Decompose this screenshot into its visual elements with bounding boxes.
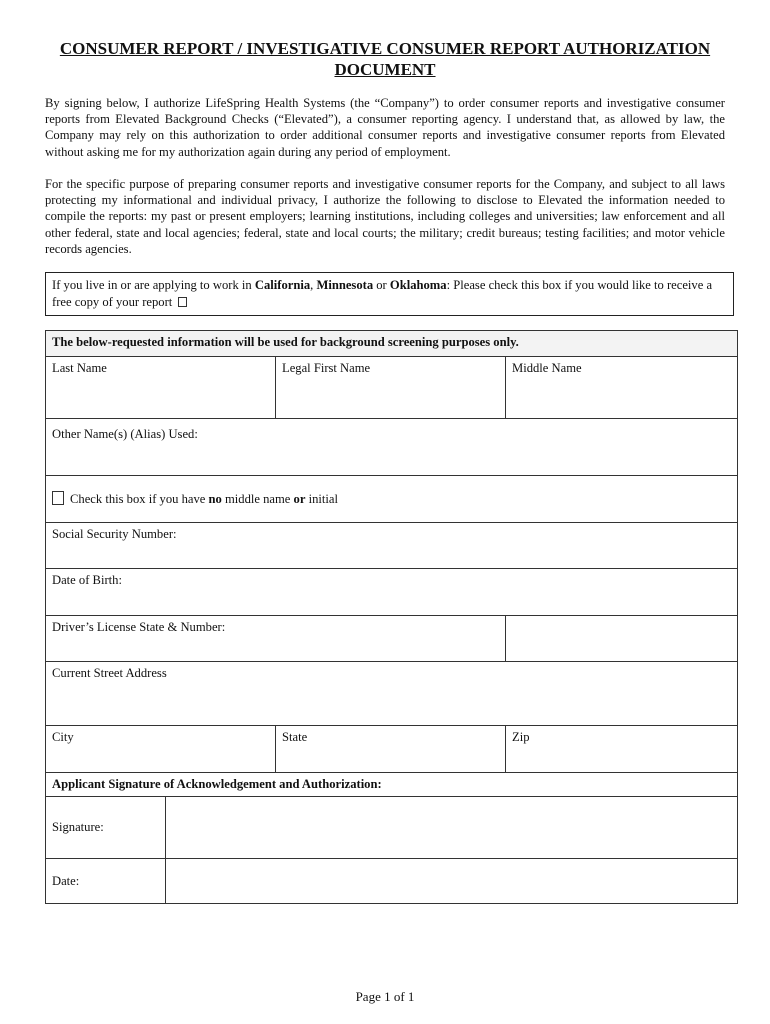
title-line-2: DOCUMENT	[334, 60, 436, 79]
city-label: City	[52, 730, 74, 744]
signature-section-header: Applicant Signature of Acknowledgement and Authorization:	[46, 773, 738, 797]
authorization-paragraph: By signing below, I authorize LifeSpring Health Systems (the “Company”) to order consumer reports and investigative consumer reports from Elevated Background Checks (“Elevated”), a consumer reporting agency. I understand that, as allowed by law, the Company may rely on this authorization to order additional consumer reports and investigative consumer reports from Elevated without asking me for my authorization again during any period of employment.	[45, 96, 725, 159]
drivers-license-field[interactable]	[46, 616, 506, 662]
form-header: The below-requested information will be used for background screening purposes only.	[46, 331, 738, 357]
date-label-cell	[46, 859, 166, 904]
signature-field[interactable]	[166, 797, 738, 859]
ssn-field[interactable]	[46, 523, 738, 569]
page-number: Page 1 of 1	[355, 989, 415, 1004]
state-minnesota: Minnesota	[316, 278, 374, 292]
no-middle-text-or: or	[293, 492, 306, 506]
ssn-label: Social Security Number:	[52, 527, 177, 541]
screening-form	[45, 330, 738, 904]
state-separator-2: or	[373, 278, 390, 292]
alias-field[interactable]	[46, 419, 738, 476]
dob-field[interactable]	[46, 569, 738, 616]
first-name-field[interactable]	[276, 357, 506, 419]
zip-field[interactable]	[506, 726, 738, 773]
first-name-label: Legal First Name	[282, 361, 371, 375]
middle-name-field[interactable]	[506, 357, 738, 419]
last-name-field[interactable]	[46, 357, 276, 419]
signature-label-cell	[46, 797, 166, 859]
state-notice-suffix: : Please check this box if you would like to receive a free copy of your report	[52, 278, 713, 309]
document-title	[40, 38, 730, 80]
state-notice-box	[45, 272, 734, 316]
last-name-label: Last Name	[52, 361, 107, 375]
free-copy-checkbox[interactable]	[178, 297, 187, 307]
state-label: State	[282, 730, 308, 744]
no-middle-text-no: no	[208, 492, 222, 506]
drivers-license-label: Driver’s License State & Number:	[52, 620, 226, 634]
state-separator-1: ,	[310, 278, 317, 292]
state-notice-prefix: If you live in or are applying to work in	[52, 278, 255, 292]
drivers-license-extra-field[interactable]	[506, 616, 738, 662]
no-middle-name-row	[46, 476, 738, 523]
no-middle-name-checkbox[interactable]	[52, 491, 64, 505]
state-oklahoma: Oklahoma	[389, 278, 447, 292]
date-field[interactable]	[166, 859, 738, 904]
middle-name-label: Middle Name	[512, 361, 582, 375]
no-middle-text-post: initial	[305, 492, 338, 506]
disclosure-paragraph: For the specific purpose of preparing consumer reports and investigative consumer reports for the Company, and subject to all laws protecting my informational and individual privacy, I authorize the following to disclose to Elevated the information needed to compile the reports: my past or present employers; learning institutions, including colleges and universities; law enforcement and all other federal, state and local agencies; federal, state and local courts; the military; credit bureaus; testing facilities; and motor vehicle records agencies.	[45, 177, 725, 256]
state-field[interactable]	[276, 726, 506, 773]
no-middle-text-mid: middle name	[221, 492, 294, 506]
state-california: California	[254, 278, 311, 292]
alias-label: Other Name(s) (Alias) Used:	[52, 427, 198, 441]
date-label: Date:	[52, 873, 80, 888]
signature-label: Signature:	[52, 820, 104, 834]
no-middle-text-pre: Check this box if you have	[70, 492, 209, 506]
dob-label: Date of Birth:	[52, 573, 122, 587]
zip-label: Zip	[512, 730, 530, 744]
street-address-field[interactable]	[46, 662, 738, 726]
title-line-1: CONSUMER REPORT / INVESTIGATIVE CONSUMER REPORT AUTHORIZATION	[59, 39, 711, 58]
city-field[interactable]	[46, 726, 276, 773]
street-address-label: Current Street Address	[52, 666, 167, 680]
